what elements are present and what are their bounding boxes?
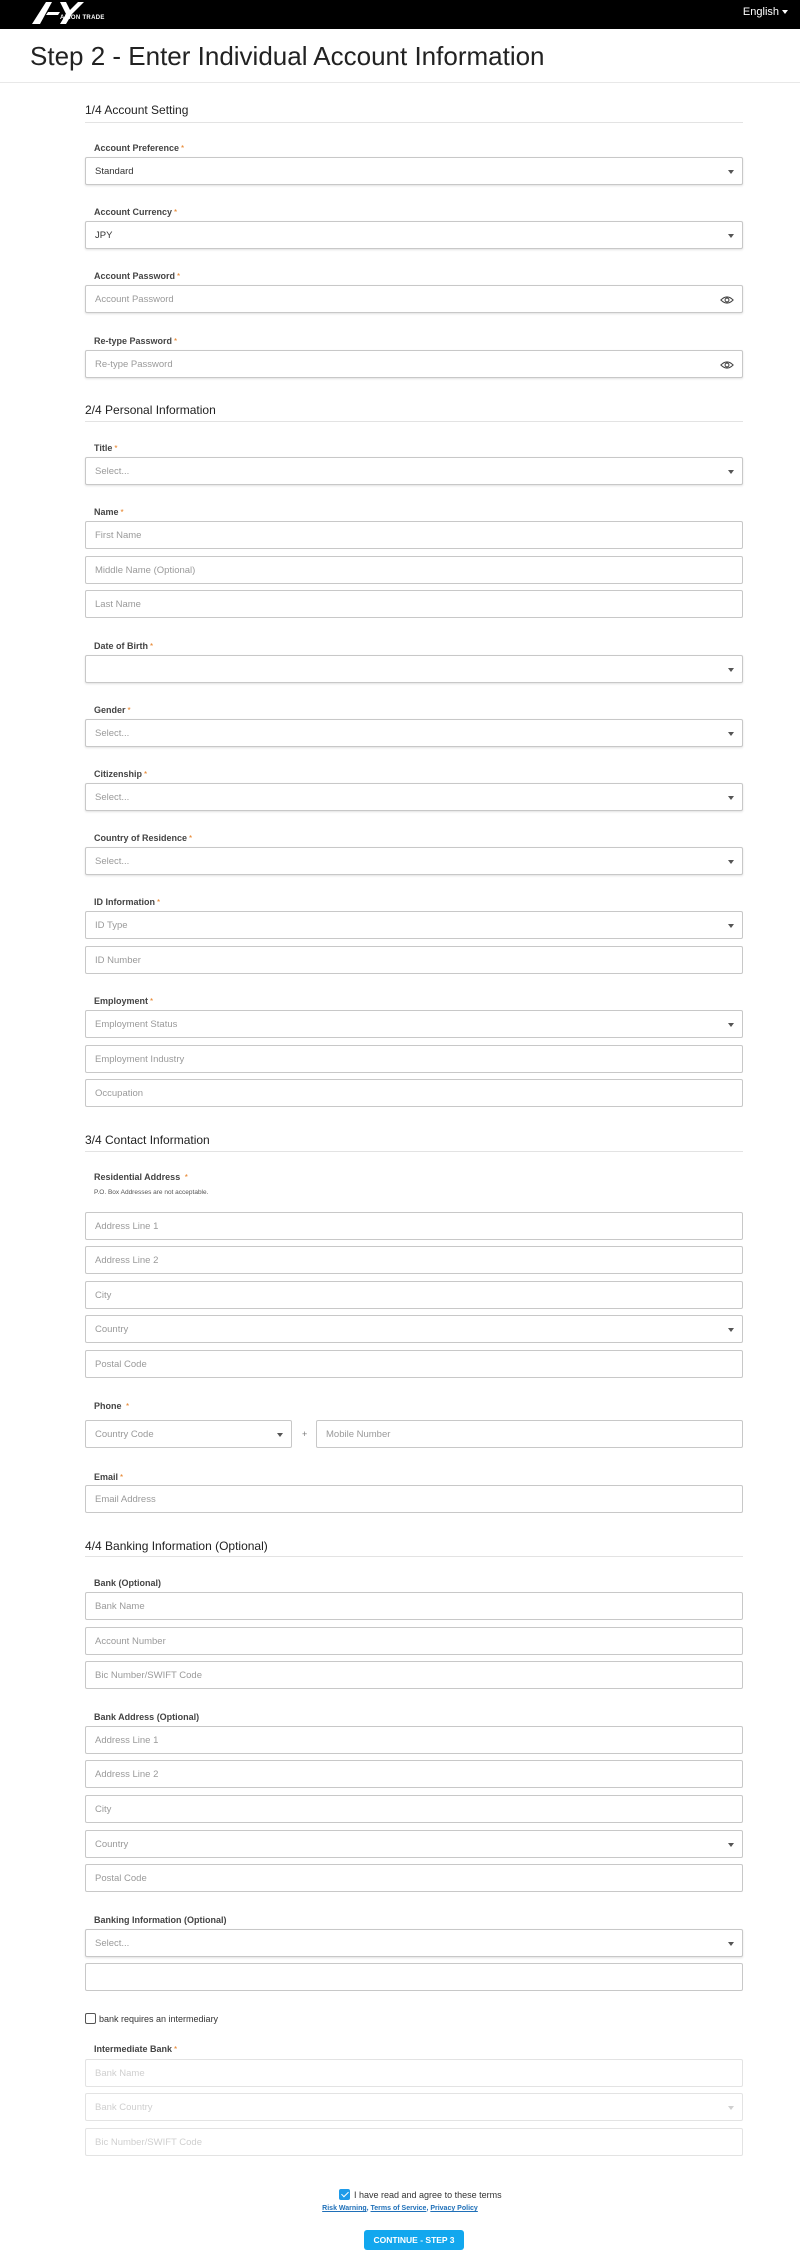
intermediate-swift-code-input[interactable]: Bic Number/SWIFT Code — [85, 2128, 743, 2156]
country-code-select[interactable]: Country Code — [85, 1420, 292, 1448]
account-preference-select[interactable]: Standard — [85, 157, 743, 185]
middle-name-input[interactable]: Middle Name (Optional) — [85, 556, 743, 584]
section-title-banking: 4/4 Banking Information (Optional) — [85, 1539, 268, 1553]
occupation-input[interactable]: Occupation — [85, 1079, 743, 1107]
intermediate-bank-label: Intermediate Bank * — [94, 2044, 178, 2054]
section-title-contact: 3/4 Contact Information — [85, 1133, 210, 1147]
id-information-label: ID Information * — [94, 897, 161, 907]
banking-info-input[interactable] — [85, 1963, 743, 1991]
section-divider — [85, 1556, 743, 1557]
risk-warning-link[interactable]: Risk Warning — [322, 2205, 367, 2212]
intermediary-checkbox[interactable] — [85, 2013, 96, 2024]
account-password-label: Account Password * — [94, 271, 181, 281]
section-title-account: 1/4 Account Setting — [85, 103, 189, 117]
employment-label: Employment * — [94, 996, 154, 1006]
address-note: P.O. Box Addresses are not acceptable. — [94, 1189, 209, 1196]
employment-status-select[interactable]: Employment Status — [85, 1010, 743, 1038]
residential-address-label: Residential Address * — [94, 1172, 188, 1182]
language-selector[interactable] — [743, 6, 788, 18]
email-input[interactable]: Email Address — [85, 1485, 743, 1513]
gender-select[interactable]: Select... — [85, 719, 743, 747]
banking-info-select[interactable]: Select... — [85, 1929, 743, 1957]
bank-address-line-2-input[interactable]: Address Line 2 — [85, 1760, 743, 1788]
account-currency-select[interactable]: JPY — [85, 221, 743, 249]
address-line-2-input[interactable]: Address Line 2 — [85, 1246, 743, 1274]
section-divider — [85, 1151, 743, 1152]
intermediate-bank-country-select[interactable]: Bank Country — [85, 2093, 743, 2121]
mobile-number-input[interactable]: Mobile Number — [316, 1420, 743, 1448]
page-header — [0, 29, 800, 83]
phone-label: Phone * — [94, 1401, 130, 1411]
privacy-policy-link[interactable]: Privacy Policy — [430, 2205, 478, 2212]
bank-label: Bank (Optional) — [94, 1578, 161, 1588]
citizenship-label: Citizenship * — [94, 769, 148, 779]
continue-button[interactable]: CONTINUE - STEP 3 — [364, 2230, 464, 2250]
bank-address-label: Bank Address (Optional) — [94, 1712, 200, 1722]
chevron-down-icon — [728, 2106, 734, 2110]
chevron-down-icon — [728, 668, 734, 672]
chevron-down-icon — [728, 170, 734, 174]
terms-of-service-link[interactable]: Terms of Service — [370, 2205, 427, 2212]
email-label: Email * — [94, 1472, 124, 1482]
account-number-input[interactable]: Account Number — [85, 1627, 743, 1655]
retype-password-label: Re-type Password * — [94, 336, 178, 346]
dob-label: Date of Birth * — [94, 641, 154, 651]
bank-address-line-1-input[interactable]: Address Line 1 — [85, 1726, 743, 1754]
gender-label: Gender * — [94, 705, 131, 715]
country-select[interactable]: Country — [85, 1315, 743, 1343]
account-preference-label: Account Preference * — [94, 143, 185, 153]
terms-links: Risk Warning, Terms of Service, Privacy Policy — [322, 2205, 478, 2212]
section-title-personal: 2/4 Personal Information — [85, 403, 216, 417]
axion-logo[interactable] — [30, 0, 110, 26]
caret-down-icon — [782, 10, 788, 14]
postal-code-input[interactable]: Postal Code — [85, 1350, 743, 1378]
eye-icon[interactable] — [720, 293, 734, 307]
chevron-down-icon — [728, 732, 734, 736]
address-line-1-input[interactable]: Address Line 1 — [85, 1212, 743, 1240]
logo-text: AXION TRADE — [60, 15, 105, 21]
section-divider — [85, 421, 743, 422]
first-name-input[interactable]: First Name — [85, 521, 743, 549]
bank-postal-code-input[interactable]: Postal Code — [85, 1864, 743, 1892]
agree-terms-label[interactable]: I have read and agree to these terms — [354, 2190, 502, 2200]
bank-city-input[interactable]: City — [85, 1795, 743, 1823]
chevron-down-icon — [728, 1023, 734, 1027]
page-title: Step 2 - Enter Individual Account Information — [30, 41, 545, 71]
chevron-down-icon — [728, 924, 734, 928]
chevron-down-icon — [277, 1433, 283, 1437]
name-label: Name * — [94, 507, 124, 517]
city-input[interactable]: City — [85, 1281, 743, 1309]
last-name-input[interactable]: Last Name — [85, 590, 743, 618]
residence-select[interactable]: Select... — [85, 847, 743, 875]
agree-terms-checkbox[interactable] — [339, 2189, 350, 2200]
chevron-down-icon — [728, 860, 734, 864]
account-password-input[interactable]: Account Password — [85, 285, 743, 313]
language-label: English — [742, 6, 779, 18]
swift-code-input[interactable]: Bic Number/SWIFT Code — [85, 1661, 743, 1689]
account-currency-label: Account Currency * — [94, 207, 178, 217]
intermediate-bank-name-input[interactable]: Bank Name — [85, 2059, 743, 2087]
title-select[interactable]: Select... — [85, 457, 743, 485]
employment-industry-input[interactable]: Employment Industry — [85, 1045, 743, 1073]
residence-label: Country of Residence * — [94, 833, 193, 843]
bank-country-select[interactable]: Country — [85, 1830, 743, 1858]
intermediary-checkbox-label[interactable]: bank requires an intermediary — [99, 2014, 219, 2024]
chevron-down-icon — [728, 1843, 734, 1847]
id-number-input[interactable]: ID Number — [85, 946, 743, 974]
banking-info-label: Banking Information (Optional) — [94, 1915, 227, 1925]
retype-password-input[interactable]: Re-type Password — [85, 350, 743, 378]
title-label: Title * — [94, 443, 118, 453]
chevron-down-icon — [728, 796, 734, 800]
chevron-down-icon — [728, 1942, 734, 1946]
top-bar — [0, 0, 800, 29]
chevron-down-icon — [728, 470, 734, 474]
citizenship-select[interactable]: Select... — [85, 783, 743, 811]
bank-name-input[interactable]: Bank Name — [85, 1592, 743, 1620]
section-divider — [85, 122, 743, 123]
chevron-down-icon — [728, 1328, 734, 1332]
plus-sign: + — [302, 1429, 308, 1439]
id-type-select[interactable]: ID Type — [85, 911, 743, 939]
eye-icon[interactable] — [720, 358, 734, 372]
chevron-down-icon — [728, 234, 734, 238]
dob-select[interactable] — [85, 655, 743, 683]
